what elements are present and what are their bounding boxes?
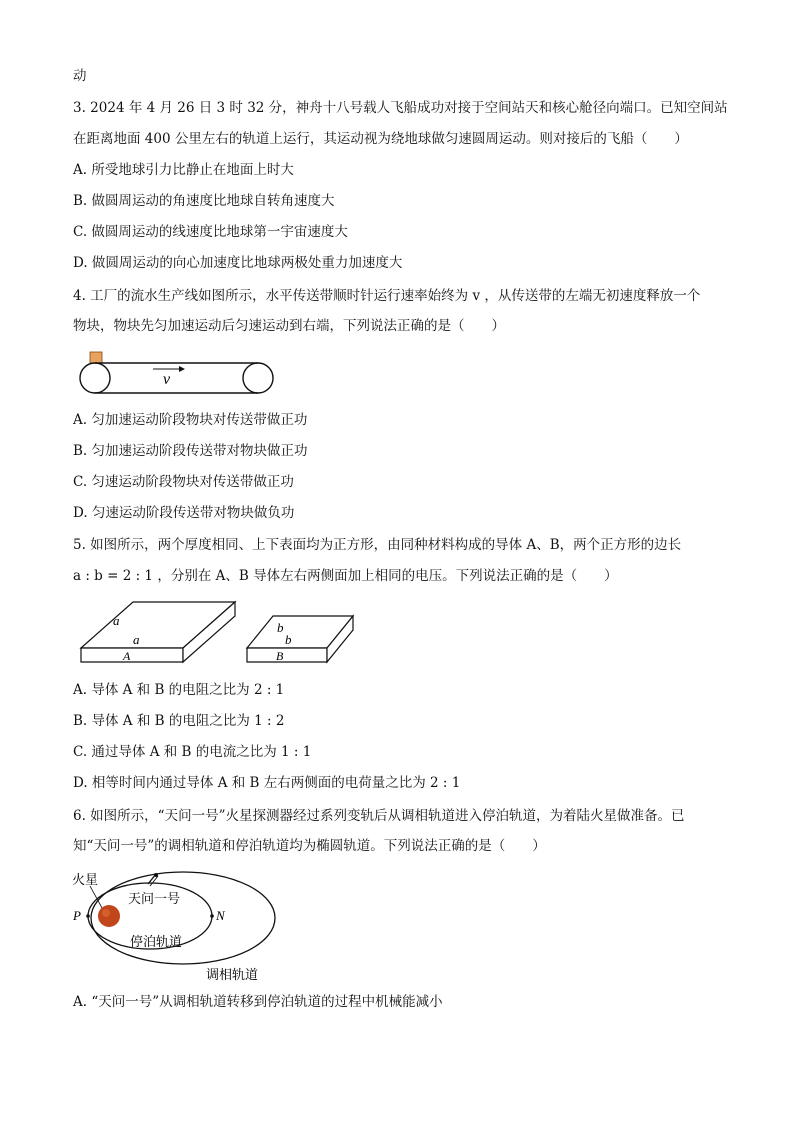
question-3-option-b: B. 做圆周运动的角速度比地球自转角速度大	[73, 193, 335, 209]
conductor-b	[247, 616, 353, 663]
question-4-option-c: C. 匀速运动阶段物块对传送带做正功	[73, 474, 294, 490]
velocity-arrowhead	[179, 366, 185, 372]
block	[90, 352, 102, 363]
phasing-orbit-label: 调相轨道	[206, 967, 259, 982]
mars-shade	[102, 909, 110, 917]
probe-label: 天问一号	[128, 891, 181, 906]
question-6-option-a: A. “天问一号”从调相轨道转移到停泊轨道的过程中机械能减小	[73, 994, 443, 1010]
point-p-label: P	[73, 908, 81, 923]
carryover-text: 动	[73, 68, 87, 84]
question-5-stem-line-1: 5. 如图所示，两个厚度相同、上下表面均为正方形，由同种材料构成的导体 A、B，两个正方形的边长	[73, 537, 682, 553]
question-3-stem-line-2: 在距离地面 400 公里左右的轨道上运行，其运动视为绕地球做匀速圆周运动。则对接后的飞船（ ）	[73, 131, 688, 147]
parking-orbit-label: 停泊轨道	[130, 934, 183, 949]
conductor-a	[81, 602, 235, 663]
point-p-dot	[86, 914, 90, 918]
question-5-option-a: A. 导体 A 和 B 的电阻之比为 2 : 1	[73, 682, 285, 698]
question-3-option-c: C. 做圆周运动的线速度比地球第一宇宙速度大	[73, 224, 348, 240]
question-6-stem-line-2: 知“天问一号”的调相轨道和停泊轨道均为椭圆轨道。下列说法正确的是（ ）	[73, 838, 546, 854]
mars-label: 火星	[72, 872, 99, 887]
question-3-stem-line-1: 3. 2024 年 4 月 26 日 3 时 32 分，神舟十八号载人飞船成功对接于空间站天和核心舱径向端口。已知空间站	[73, 100, 728, 116]
question-3-option-a: A. 所受地球引力比静止在地面上时大	[73, 162, 294, 178]
question-4-stem-line-2: 物块，物块先匀加速运动后匀速运动到右端，下列说法正确的是（ ）	[73, 318, 505, 334]
question-5-option-b: B. 导体 A 和 B 的电阻之比为 1 : 2	[73, 713, 285, 729]
question-4-option-b: B. 匀加速运动阶段传送带对物块做正功	[73, 443, 308, 459]
right-pulley	[243, 363, 273, 393]
conveyor-belt-figure	[73, 348, 283, 398]
conductor-b-side-label-2: b	[285, 632, 292, 647]
conductor-a-front	[81, 648, 183, 662]
orbit-figure	[68, 868, 283, 986]
conductors-figure	[73, 598, 363, 670]
point-n-dot	[210, 914, 214, 918]
question-4-option-d: D. 匀速运动阶段传送带对物块做负功	[73, 505, 295, 521]
mars-planet	[98, 905, 120, 927]
question-3-option-d: D. 做圆周运动的向心加速度比地球两极处重力加速度大	[73, 255, 403, 271]
point-n-label: N	[216, 908, 225, 923]
conductor-a-side-label-2: a	[133, 632, 140, 647]
conductor-b-side-label-1: b	[277, 620, 284, 635]
conductor-a-label: A	[123, 649, 131, 663]
conductor-b-label: B	[276, 649, 284, 663]
velocity-label: v	[163, 371, 171, 388]
question-5-option-d: D. 相等时间内通过导体 A 和 B 左右两侧面的电荷量之比为 2 : 1	[73, 775, 461, 791]
question-5-stem-line-2: a : b = 2 : 1 ，分别在 A、B 导体左右两侧面加上相同的电压。下列说法正确的是（ ）	[73, 568, 618, 584]
left-pulley	[80, 363, 110, 393]
question-4-option-a: A. 匀加速运动阶段物块对传送带做正功	[73, 412, 308, 428]
conductor-a-side-label-1: a	[113, 613, 120, 628]
question-6-stem-line-1: 6. 如图所示，“天问一号”火星探测器经过系列变轨后从调相轨道进入停泊轨道，为着陆火星做准备。已	[73, 808, 685, 824]
conductor-b-front	[247, 648, 327, 662]
question-4-stem-line-1: 4. 工厂的流水生产线如图所示，水平传送带顺时针运行速率始终为 v ，从传送带的左端无初速度释放一个	[73, 288, 701, 304]
question-5-option-c: C. 通过导体 A 和 B 的电流之比为 1 : 1	[73, 744, 312, 760]
